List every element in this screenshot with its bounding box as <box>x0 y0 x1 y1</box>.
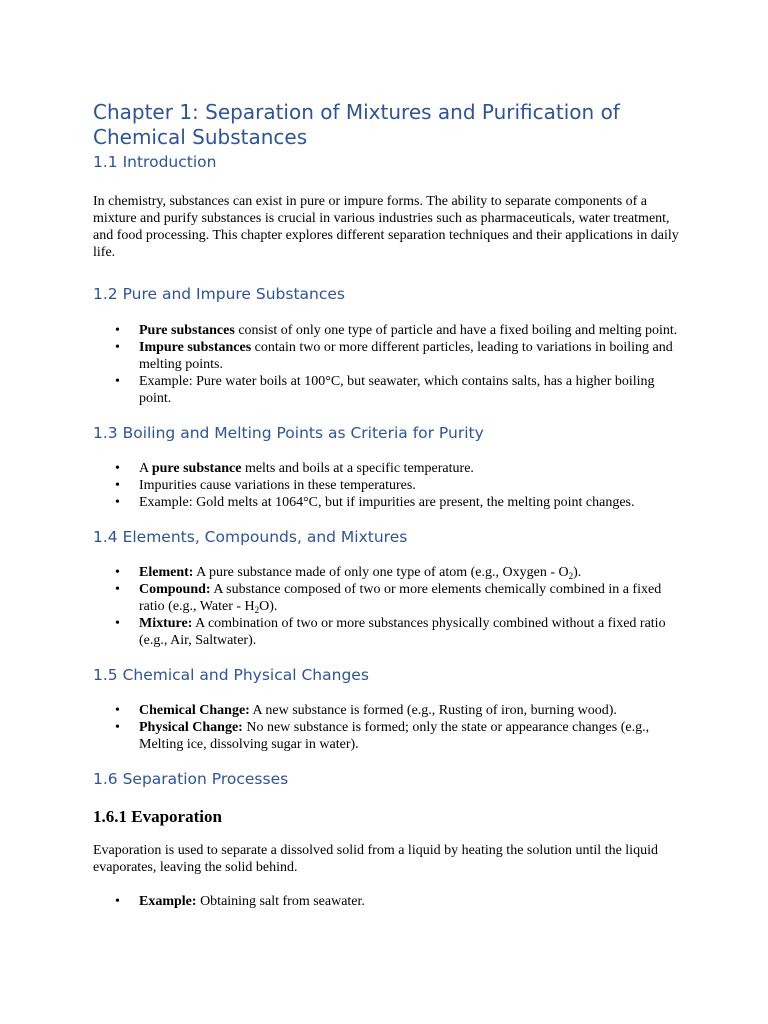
section-heading-changes: 1.5 Chemical and Physical Changes <box>93 666 369 684</box>
list-item: • A pure substance melts and boils at a specific temperature. <box>115 461 474 476</box>
list-item: • Element: A pure substance made of only one type of atom (e.g., Oxygen - $O_2$). <box>115 565 582 581</box>
list-item: • Compound: A substance composed of two or more elements chemically combined in a fixed ratio (e.g., Water - $H_2O$). <box>115 582 662 615</box>
list-item-text: A pure substance made of only one type of atom (e.g., Oxygen - O <box>193 565 569 580</box>
list-item-text: contain two or more different particles, leading to variations in boiling and melting points. <box>139 340 673 372</box>
list-item-text: A new substance is formed (e.g., Rusting of iron, burning wood). <box>249 703 617 718</box>
criteria-purity-list <box>93 460 683 511</box>
bullet-icon: • <box>115 582 120 597</box>
bullet-icon: • <box>115 703 120 718</box>
list-item-text: Example: Gold melts at 1064°C, but if impurities are present, the melting point changes. <box>139 495 635 510</box>
list-item <box>93 339 683 373</box>
term: Impure substances <box>139 340 252 355</box>
list-item <box>93 494 683 511</box>
term: pure substance <box>151 461 242 476</box>
chapter-title: Chapter 1: Separation of Mixtures and Purification of Chemical Substances <box>93 100 620 149</box>
evaporation-list <box>93 893 683 910</box>
bullet-icon: • <box>115 340 120 355</box>
changes-list <box>93 702 683 753</box>
list-item-text: Impurities cause variations in these temperatures. <box>139 478 416 493</box>
subscript: 2 <box>568 571 574 581</box>
list-item <box>93 615 683 649</box>
list-item <box>93 373 683 407</box>
section-heading-introduction: 1.1 Introduction <box>93 153 217 171</box>
introduction-paragraph: In chemistry, substances can exist in pure or impure forms. The ability to separate components of a mixture and purify substances is crucial in various industries such as pharmaceuticals, water treatment, and food processing. This chapter explores different separation techniques and their applications in daily life. <box>93 194 679 260</box>
term: Example: <box>139 894 197 909</box>
section-heading-criteria-purity: 1.3 Boiling and Melting Points as Criteria for Purity <box>93 424 484 442</box>
bullet-icon: • <box>115 894 120 909</box>
list-item-text: Example: Pure water boils at 100°C, but seawater, which contains salts, has a higher boiling point. <box>139 374 655 406</box>
bullet-icon: • <box>115 720 120 735</box>
term: Element: <box>139 565 194 580</box>
elements-compounds-list <box>93 564 683 649</box>
term: Pure substances <box>139 323 235 338</box>
section-heading-pure-impure: 1.2 Pure and Impure Substances <box>93 285 345 303</box>
list-item-text: A substance composed of two or more elements chemically combined in a fixed ratio (e.g., Water - H <box>139 582 662 614</box>
list-item-text: A combination of two or more substances physically combined without a fixed ratio (e.g., Air, Saltwater). <box>139 616 666 648</box>
term: Compound: <box>139 582 211 597</box>
bullet-icon: • <box>115 374 120 389</box>
list-item-text: No new substance is formed; only the state or appearance changes (e.g., Melting ice, dissolving sugar in water). <box>139 720 650 752</box>
list-item-text: melts and boils at a specific temperature. <box>241 461 474 476</box>
bullet-icon: • <box>115 461 120 476</box>
list-item-text: Obtaining salt from seawater. <box>196 894 365 909</box>
section-heading-elements-compounds: 1.4 Elements, Compounds, and Mixtures <box>93 528 408 546</box>
list-item <box>93 702 683 719</box>
bullet-icon: • <box>115 565 120 580</box>
list-item <box>93 322 683 339</box>
list-item <box>93 477 683 494</box>
term: Mixture: <box>139 616 193 631</box>
term: Physical Change: <box>139 720 243 735</box>
bullet-icon: • <box>115 495 120 510</box>
list-item <box>93 719 683 753</box>
document-page <box>93 100 683 910</box>
bullet-icon: • <box>115 323 120 338</box>
bullet-icon: • <box>115 616 120 631</box>
subsection-heading-evaporation: 1.6.1 Evaporation <box>93 807 222 826</box>
subscript: 2 <box>254 605 260 615</box>
list-item-text: consist of only one type of particle and have a fixed boiling and melting point. <box>234 323 678 338</box>
section-heading-separation-processes: 1.6 Separation Processes <box>93 770 289 788</box>
pure-impure-list <box>93 322 683 407</box>
list-item <box>93 893 683 910</box>
term: Chemical Change: <box>139 703 250 718</box>
bullet-icon: • <box>115 478 120 493</box>
evaporation-paragraph: Evaporation is used to separate a dissolved solid from a liquid by heating the solution until the liquid evaporates, leaving the solid behind. <box>93 843 658 875</box>
